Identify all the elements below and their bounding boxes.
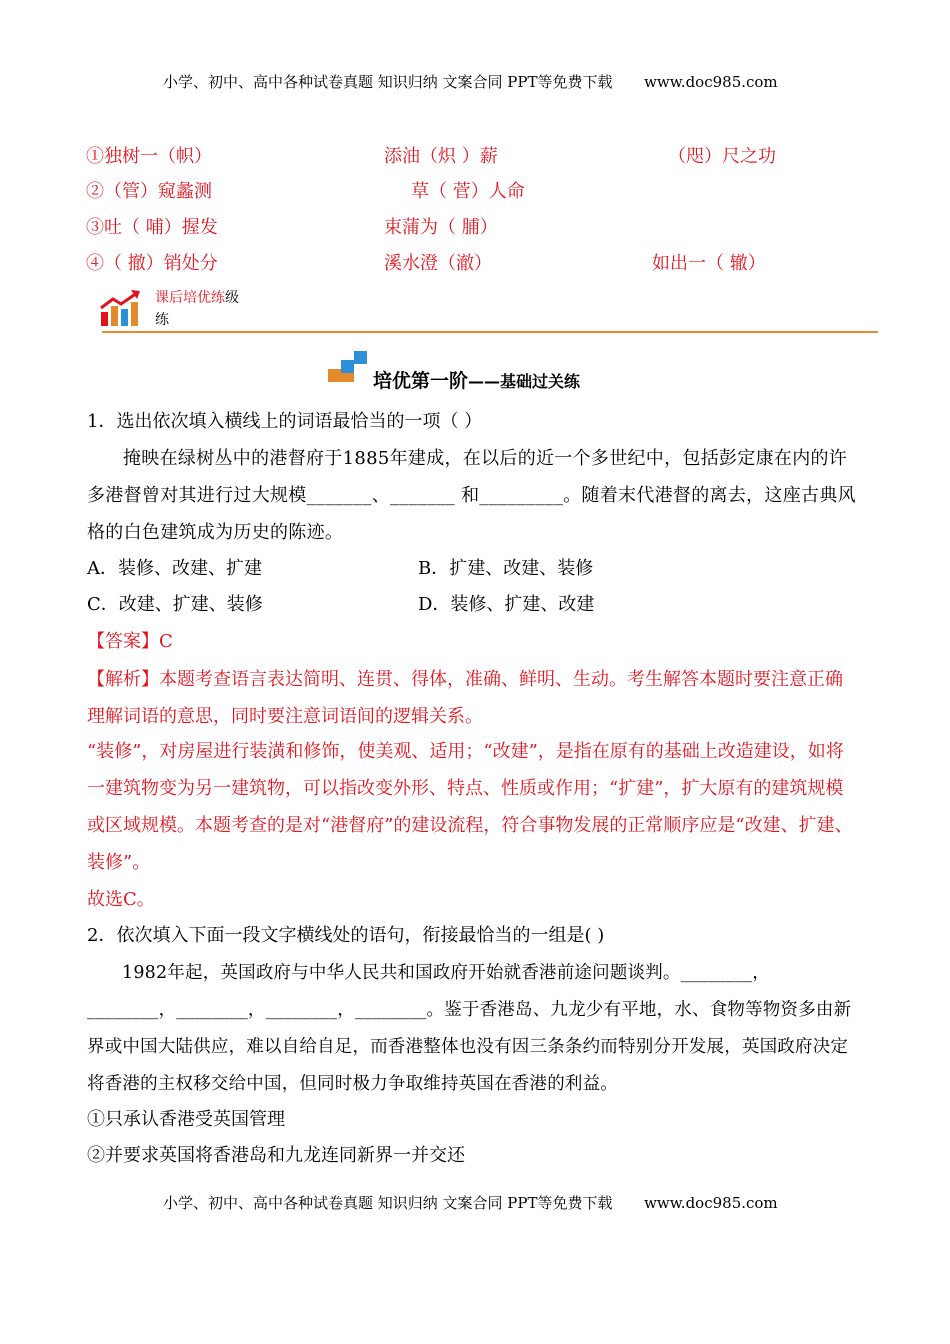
correction-2a: ②（管）窥蠡测 (86, 181, 212, 202)
q2-item-1: ①只承认香港受英国管理 (87, 1109, 285, 1130)
correction-1a: ①独树一（帜） (86, 146, 212, 167)
section-badge-line1 (155, 287, 239, 309)
q1-answer-label: 【答案】 (87, 631, 159, 652)
growth-chart-icon (99, 290, 143, 328)
page-header (163, 71, 778, 92)
q2-passage: 1982年起，英国政府与中华人民共和国政府开始就香港前途问题谈判。________，________，________，________，________。鉴于香港岛、九龙少有平地，水、食物等物资多由新界或中国大陆供应，难以自给自足，而香港整体也没有因三条条约而特别分开发展，英国政府决定将香港的主权移交给中国，但同时极力争取维持英国在香港的利益。 (87, 963, 852, 1094)
q1-option-b[interactable]: B．扩建、改建、装修 (418, 558, 594, 579)
header-tagline: 小学、初中、高中各种试卷真题 知识归纳 文案合同 PPT等免费下载 (163, 73, 613, 91)
correction-3b: 束蒲为（ 脯） (384, 217, 498, 238)
q2-stem: 2．依次填入下面一段文字横线处的语句，衔接最恰当的一组是( ) (87, 925, 605, 946)
header-site-link[interactable]: www.doc985.com (644, 73, 778, 91)
correction-4a: ④（ 撤）销处分 (86, 253, 218, 274)
q1-analysis-text: 本题考查语言表达简明、连贯、得体，准确、鲜明、生动。考生解答本题时要注意正确理解词语的意思，同时要注意词语间的逻辑关系。 (87, 669, 843, 727)
q1-stem: 1．选出依次填入横线上的词语最恰当的一项（ ） (87, 411, 483, 432)
section-badge-suffix: 级 (225, 290, 239, 306)
footer-site-link[interactable]: www.doc985.com (644, 1194, 778, 1212)
q1-option-d[interactable]: D．装修、扩建、改建 (418, 594, 595, 615)
stairs-icon (328, 351, 368, 383)
q1-option-c[interactable]: C．改建、扩建、装修 (87, 594, 263, 615)
q1-passage: 掩映在绿树丛中的港督府于1885年建成，在以后的近一个多世纪中，包括彭定康在内的许多港督曾对其进行过大规模_______、_______ 和_________。随着末代港督的离去，这座古典风格的白色建筑成为历史的陈迹。 (87, 448, 856, 543)
correction-3a: ③吐（ 哺）握发 (86, 217, 218, 238)
correction-1c: （咫）尺之功 (668, 146, 776, 167)
correction-4c: 如出一（ 辙） (652, 253, 766, 274)
q1-answer (87, 631, 173, 653)
level-title-rest: ——基础过关练 (468, 372, 581, 391)
correction-2b: 草（ 菅）人命 (411, 181, 525, 202)
section-badge-label: 课后培优练 (155, 290, 225, 306)
q1-analysis-label: 【解析】 (87, 669, 159, 690)
q2-item-2: ②并要求英国将香港岛和九龙连同新界一并交还 (87, 1145, 465, 1166)
level-title-text (373, 366, 580, 393)
q1-conclusion: 故选C。 (87, 889, 155, 910)
correction-1b: 添油（炽 ）薪 (384, 146, 498, 167)
q1-analysis (87, 661, 857, 735)
q1-answer-value: C (159, 631, 173, 652)
section-divider (102, 331, 878, 333)
page-footer (163, 1192, 778, 1213)
level-title-bold: 培优第一阶 (373, 370, 469, 392)
footer-tagline: 小学、初中、高中各种试卷真题 知识归纳 文案合同 PPT等免费下载 (163, 1194, 613, 1212)
q1-option-a[interactable]: A．装修、改建、扩建 (87, 558, 262, 579)
q1-analysis-detail: “装修”，对房屋进行装潢和修饰，使美观、适用；“改建”，是指在原有的基础上改造建设，如将一建筑物变为另一建筑物，可以指改变外形、特点、性质或作用；“扩建”，扩大原有的建筑规模或区域规模。本题考查的是对“港督府”的建设流程，符合事物发展的正常顺序应是“改建、扩建、装修”。 (87, 741, 853, 873)
section-badge-line2: 练 (155, 312, 169, 328)
correction-4b: 溪水澄（澈） (384, 253, 492, 274)
